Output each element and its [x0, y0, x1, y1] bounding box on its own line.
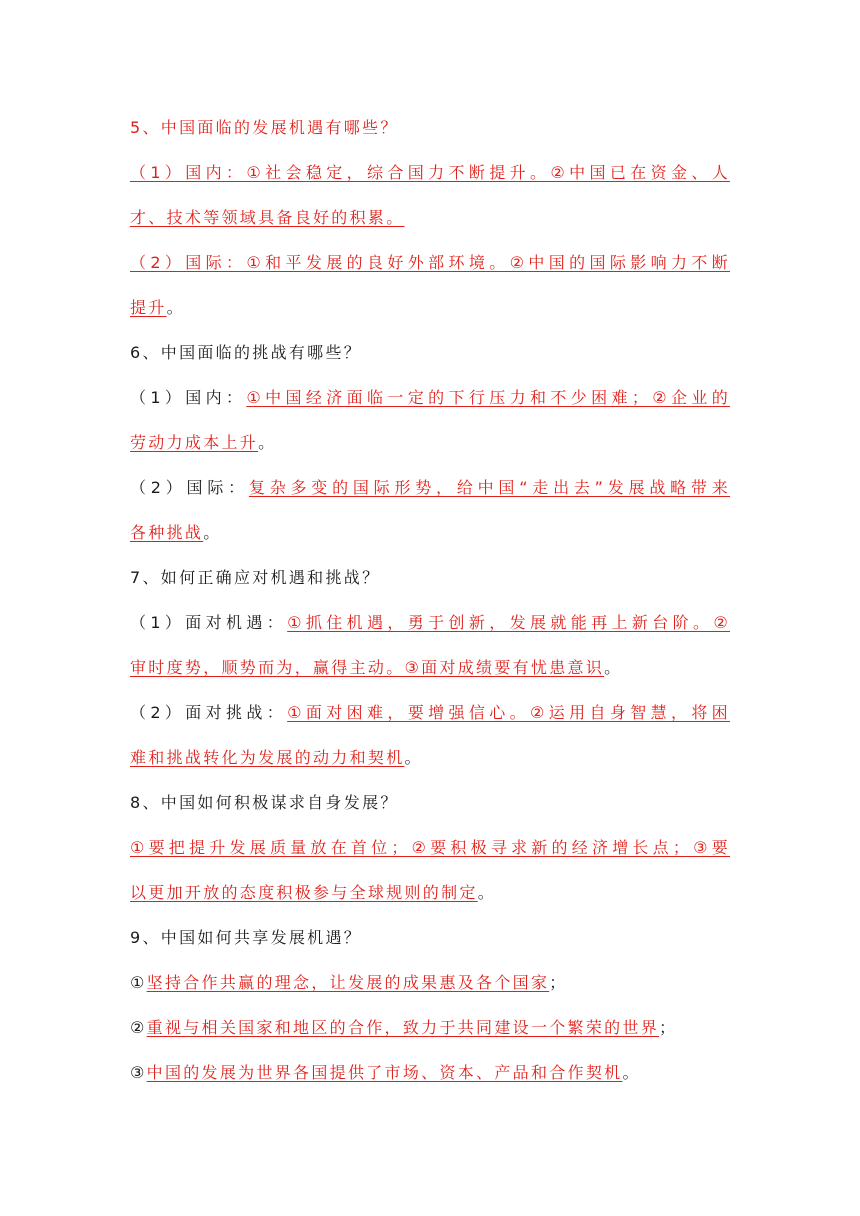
q8-answer-line1: ①要把提升发展质量放在首位；②要积极寻求新的经济增长点；③要	[130, 838, 730, 857]
q7-challenge-answer-end: 难和挑战转化为发展的动力和契机	[130, 748, 405, 767]
q7-opportunity-answer-end: 审时度势，顺势而为，赢得主动。③面对成绩要有忧患意识	[130, 658, 605, 677]
q6-domestic-answer-end: 劳动力成本上升	[130, 433, 259, 452]
q6-international-prefix: （2）国际：	[130, 478, 249, 497]
q7-opportunity-line1	[130, 612, 730, 634]
q5-international-period: 。	[166, 298, 185, 317]
q9-marker-1: ①	[130, 973, 147, 992]
q6-international-answer-end: 各种挑战	[130, 523, 204, 542]
q5-domestic-line2: 才、技术等领域具备良好的积累。	[130, 208, 405, 227]
q9-end-2: ；	[659, 1018, 678, 1037]
q6-international-period: 。	[203, 523, 222, 542]
q9-point-1	[130, 972, 568, 994]
q9-point-2	[130, 1017, 677, 1039]
q9-answer-2: 重视与相关国家和地区的合作，致力于共同建设一个繁荣的世界	[146, 1018, 660, 1037]
q7-title: 7、如何正确应对机遇和挑战？	[130, 568, 381, 587]
q6-domestic-line1	[130, 387, 730, 409]
q9-end-3: 。	[622, 1063, 641, 1082]
q6-domestic-period: 。	[258, 433, 277, 452]
q6-domestic-line2	[130, 432, 276, 454]
q6-title: 6、中国面临的挑战有哪些？	[130, 343, 363, 362]
q9-answer-3: 中国的发展为世界各国提供了市场、资本、产品和合作契机	[146, 1063, 623, 1082]
q8-answer-end: 以更加开放的态度积极参与全球规则的制定	[130, 883, 478, 902]
q9-point-3	[130, 1062, 641, 1084]
q7-challenge-line2	[130, 747, 423, 769]
q7-opportunity-prefix: （1）面对机遇：	[130, 613, 288, 632]
q7-challenge-answer: ①面对困难，要增强信心。②运用自身智慧，将困	[287, 703, 730, 722]
q6-domestic-answer: ①中国经济面临一定的下行压力和不少困难；②企业的	[246, 388, 730, 407]
q5-international-line2	[130, 297, 185, 319]
q5-international-line1: （2）国际：①和平发展的良好外部环境。②中国的国际影响力不断	[130, 253, 730, 272]
q5-international-answer-end: 提升	[130, 298, 167, 317]
q6-international-answer: 复杂多变的国际形势，给中国“走出去”发展战略带来	[248, 478, 731, 497]
q7-opportunity-answer: ①抓住机遇，勇于创新，发展就能再上新台阶。②	[287, 613, 730, 632]
q7-challenge-prefix: （2）面对挑战：	[130, 703, 288, 722]
q9-marker-3: ③	[130, 1063, 147, 1082]
q5-title: 5、中国面临的发展机遇有哪些？	[130, 118, 399, 137]
q8-title: 8、中国如何积极谋求自身发展？	[130, 793, 399, 812]
q7-challenge-line1	[130, 702, 730, 724]
q6-international-line2	[130, 522, 222, 544]
q7-challenge-period: 。	[404, 748, 423, 767]
q8-period: 。	[477, 883, 497, 902]
q7-opportunity-period: 。	[604, 658, 623, 677]
q7-opportunity-line2	[130, 657, 622, 679]
q5-domestic-line1: （1）国内：①社会稳定，综合国力不断提升。②中国已在资金、人	[130, 163, 730, 182]
q9-answer-1: 坚持合作共赢的理念，让发展的成果惠及各个国家	[146, 973, 550, 992]
q9-title: 9、中国如何共享发展机遇？	[130, 928, 363, 947]
q9-end-1: ；	[549, 973, 568, 992]
q9-marker-2: ②	[130, 1018, 147, 1037]
q8-answer-line2	[130, 882, 496, 904]
q6-domestic-prefix: （1）国内：	[130, 388, 247, 407]
q6-international-line1	[130, 477, 730, 499]
